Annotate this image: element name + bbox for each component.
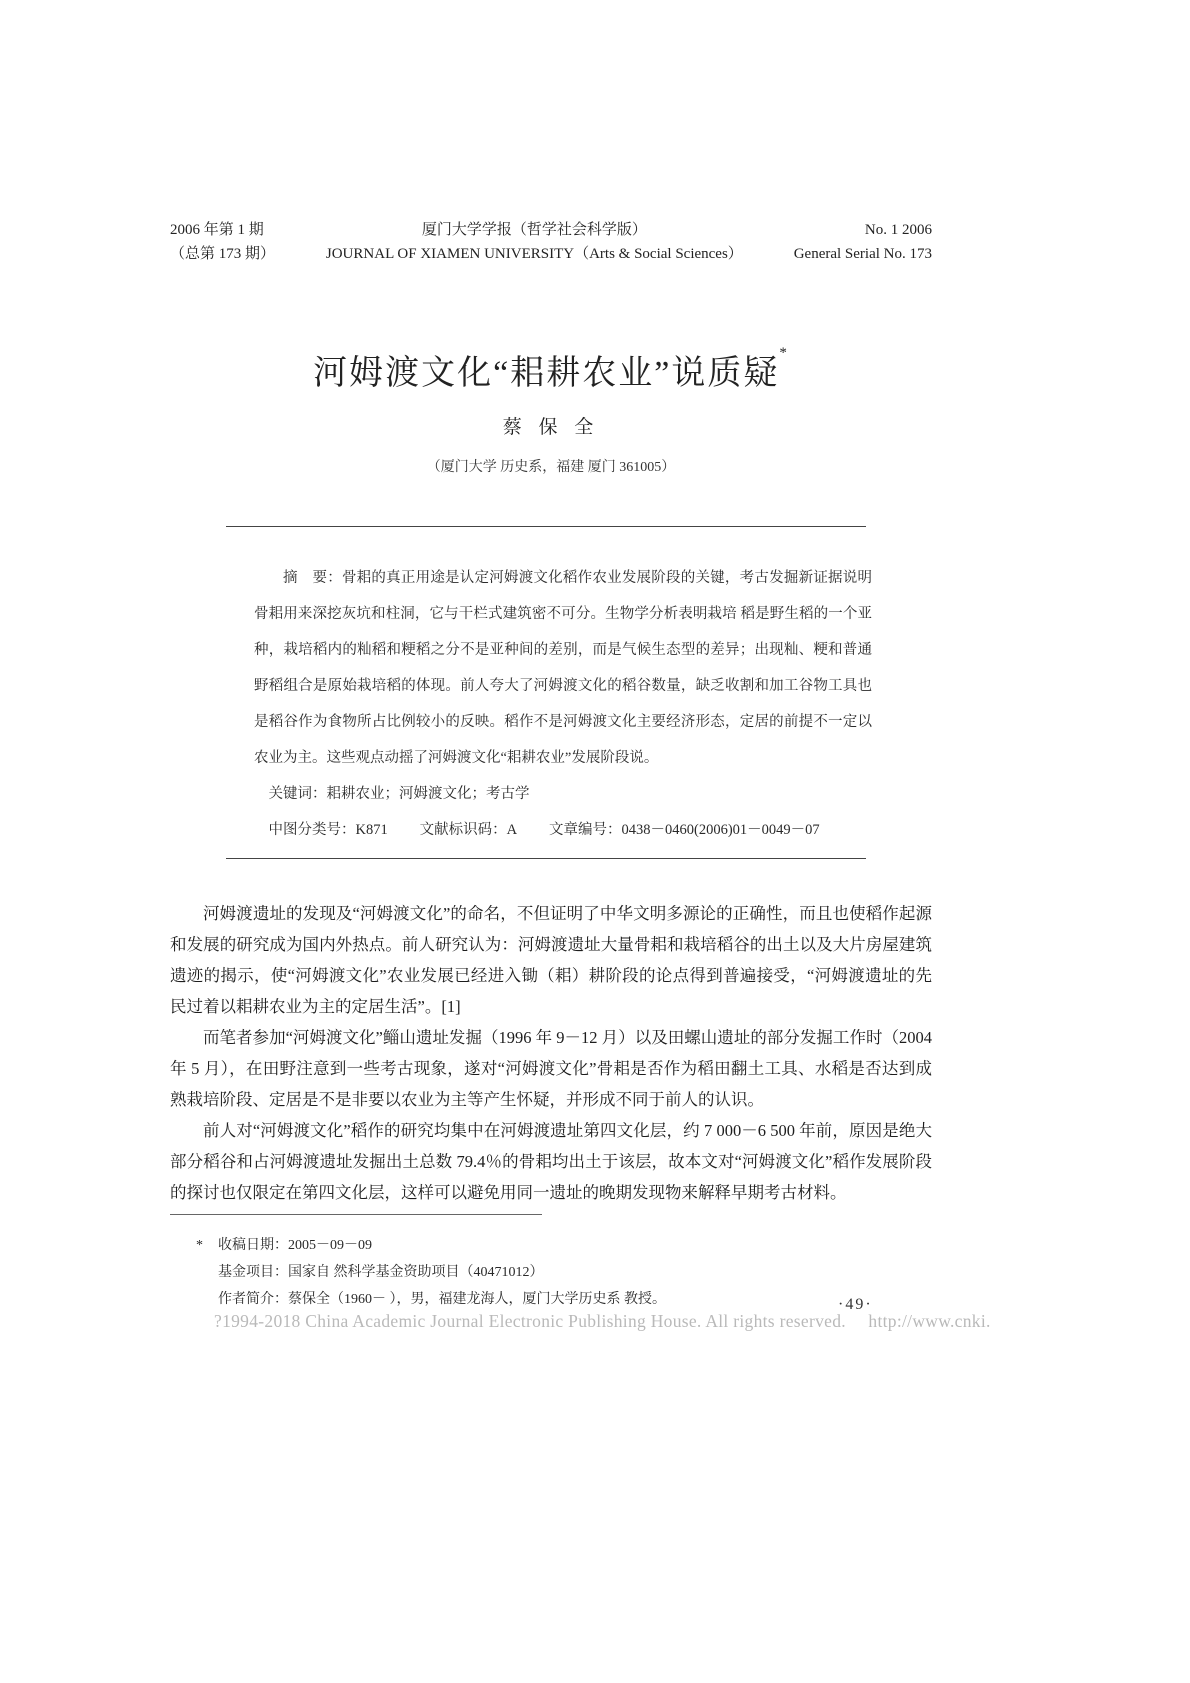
title-footnote-mark: *	[779, 344, 789, 361]
classification-line	[254, 812, 872, 848]
header-number-info	[794, 218, 932, 266]
journal-name-cn: 厦门大学学报（哲学社会科学版）	[421, 222, 647, 238]
body-paragraph-1: 河姆渡遗址的发现及“河姆渡文化”的命名，不但证明了中华文明多源论的正确性，而且也使稻作起源和发展的研究成为国内外热点。前人研究认为：河姆渡遗址大量骨耜和栽培稻谷的出土以及大片房屋建筑遗迹的揭示，使“河姆渡文化”农业发展已经进入锄（耜）耕阶段的论点得到普遍接受，“河姆渡遗址的先民过着以耜耕农业为主的定居生活”。[1]	[170, 904, 932, 1016]
journal-name	[275, 218, 794, 266]
article-author: 蔡 保 全	[502, 417, 600, 438]
keywords-text: 耜耕农业；河姆渡文化；考古学	[326, 786, 530, 802]
body-paragraph-2: 而笔者参加“河姆渡文化”鲻山遗址发掘（1996 年 9－12 月）以及田螺山遗址的部分发掘工作时（2004 年 5 月），在田野注意到一些考古现象，遂对“河姆渡文化”骨耜是否作为稻田翻土工具、水稻是否达到成熟栽培阶段、定居是不是非要以农业为主等产生怀疑，并形成不同于前人的认识。	[170, 1028, 932, 1109]
divider-abstract-bottom	[226, 858, 866, 859]
article-title	[170, 345, 932, 394]
journal-name-en: JOURNAL OF XIAMEN UNIVERSITY（Arts & Social Sciences）	[325, 246, 743, 262]
divider-abstract-top	[226, 526, 866, 527]
issue-line: 2006 年第 1 期	[170, 222, 264, 238]
article-body	[170, 898, 932, 1208]
cnki-watermark: ?1994-2018 China Academic Journal Electronic Publishing House. All rights reserved. http://www.cnki.	[214, 1311, 991, 1331]
page-number: ·49·	[838, 1296, 873, 1313]
body-paragraph-3: 前人对“河姆渡文化”稻作的研究均集中在河姆渡遗址第四文化层，约 7 000－6 500 年前，原因是绝大部分稻谷和占河姆渡遗址发掘出土总数 79.4％的骨耜均出土于该层，故本文对“河姆渡文化”稻作发展阶段的探讨也仅限定在第四文化层，这样可以避免用同一遗址的晚期发现物来解释早期考古材料。	[170, 1121, 932, 1202]
clc-number: 中图分类号：K871	[268, 822, 388, 838]
footnote-received-text: 收稿日期：2005－09－09	[218, 1238, 372, 1253]
abstract-label: 摘 要：	[283, 570, 342, 586]
document-code: 文献标识码：A	[419, 822, 518, 838]
serial-line: （总第 173 期）	[170, 246, 276, 262]
footnote-star: *	[196, 1238, 203, 1253]
abstract-text: 骨耜的真正用途是认定河姆渡文化稻作农业发展阶段的关键，考古发掘新证据说明骨耜用来深挖灰坑和柱洞，它与干栏式建筑密不可分。生物学分析表明栽培 稻是野生稻的一个亚种，栽培稻内的籼稻和粳稻之分不是亚种间的差别，而是气候生态型的差异；出现籼、粳和普通野稻组合是原始栽培稻的体现。前人夸大了河姆渡文化的稻谷数量，缺乏收割和加工谷物工具也是稻谷作为食物所占比例较小的反映。稻作不是河姆渡文化主要经济形态，定居的前提不一定以农业为主。这些观点动摇了河姆渡文化“耜耕农业”发展阶段说。	[254, 570, 873, 766]
abstract-paragraph	[254, 560, 872, 776]
footnote-author-bio: 作者简介：蔡保全（1960－ ），男，福建龙海人，厦门大学历史系 教授。	[218, 1292, 666, 1307]
keywords-line	[254, 776, 872, 812]
keywords-label: 关键词：	[268, 786, 327, 802]
footnote-received	[196, 1232, 816, 1259]
article-affiliation: （厦门大学 历史系，福建 厦门 361005）	[426, 460, 676, 475]
article-title-text: 河姆渡文化“耜耕农业”说质疑	[313, 354, 780, 392]
footnote-block	[196, 1232, 816, 1313]
abstract-block	[254, 560, 872, 848]
footnote-divider	[170, 1214, 542, 1215]
serial-number-en: General Serial No. 173	[793, 246, 932, 262]
article-id: 文章编号：0438－0460(2006)01－0049－07	[549, 822, 820, 838]
footnote-funding: 基金项目：国家自 然科学基金资助项目（40471012）	[218, 1265, 544, 1280]
issue-number-en: No. 1 2006	[864, 222, 932, 238]
header-issue-info	[170, 218, 275, 266]
journal-header	[170, 218, 932, 266]
